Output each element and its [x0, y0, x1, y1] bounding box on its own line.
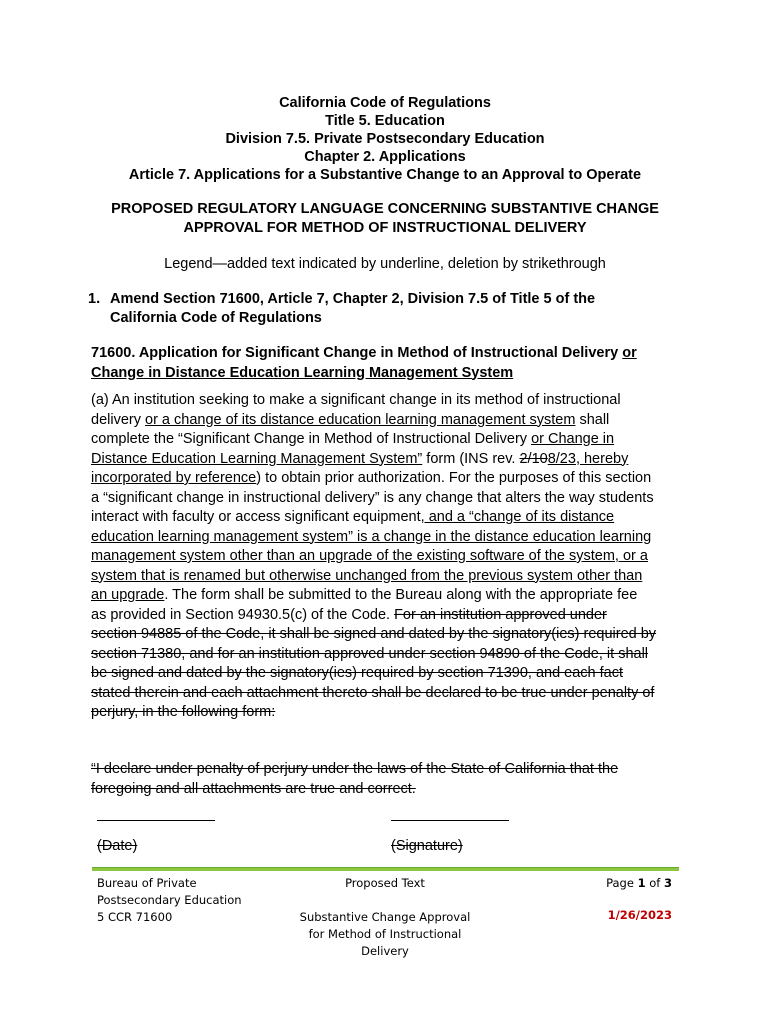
body-text: shall [575, 411, 610, 428]
footer-date: 1/26/2023 [607, 908, 672, 922]
body-text: . The form shall be submitted to the Bureau along with the appropriate fee [164, 587, 638, 603]
page-total: 3 [663, 876, 672, 890]
footer-citation: 5 CCR 71600 [97, 910, 173, 924]
body-line [91, 586, 691, 606]
page-number [560, 875, 672, 892]
page-word: Page [606, 876, 638, 890]
deleted-line: section 71380, and for an institution approved under section 94890 of the Code, it shall [91, 645, 649, 662]
footer-subject [280, 909, 490, 960]
added-text: or Change in [531, 431, 615, 447]
declaration-line-2: foregoing and all attachments are true and correct. [91, 780, 416, 797]
signature-line [391, 820, 509, 821]
body-text: form (INS rev. [422, 450, 520, 467]
header-code-title: California Code of Regulations [279, 95, 491, 111]
section-title-added-or: or [622, 345, 637, 361]
added-line: system that is renamed but otherwise unchanged from the previous system other than [91, 567, 643, 584]
footer-subject-line-3: Delivery [361, 944, 409, 958]
added-line: education learning management system” is a change in the distance education learning [91, 528, 652, 545]
amend-number: 1. [88, 291, 101, 307]
footer-proposed-text: Proposed Text [345, 876, 425, 890]
footer-divider [92, 867, 679, 871]
header-article: Article 7. Applications for a Substantive Change to an Approval to Operate [128, 167, 642, 183]
footer-subject-line-1: Substantive Change Approval [299, 910, 471, 924]
body-line [91, 469, 691, 489]
amend-line-1: Amend Section 71600, Article 7, Chapter 2, Division 7.5 of Title 5 of the [110, 291, 596, 307]
header-chapter: Chapter 2. Applications [304, 149, 466, 165]
footer-subject-line-2: for Method of Instructional [308, 927, 462, 941]
body-text: complete the “Significant Change in Method of Instructional Delivery [91, 431, 532, 447]
document-header [40, 94, 730, 184]
body-line [91, 606, 691, 626]
body-line [91, 508, 691, 528]
added-text: incorporated by reference [91, 470, 257, 486]
date-line [97, 820, 215, 821]
proposed-line-1: PROPOSED REGULATORY LANGUAGE CONCERNING SUBSTANTIVE CHANGE [111, 201, 659, 217]
declaration-line-1: “I declare under penalty of perjury under the laws of the State of California that the [91, 761, 619, 777]
body-line: (a) An institution seeking to make a significant change in its method of instructional [91, 392, 621, 408]
declaration [91, 760, 691, 799]
body-text: delivery [91, 411, 145, 428]
page-current: 1 [637, 876, 646, 890]
body-line [91, 450, 691, 470]
footer-bureau-line-2: Postsecondary Education [97, 893, 242, 907]
body-text: as provided in Section 94930.5(c) of the Code. [91, 606, 395, 623]
header-title: Title 5. Education [325, 113, 445, 129]
body-line [91, 411, 691, 431]
section-title-added-text: Change in Distance Education Learning Management System [91, 364, 514, 381]
body-line: a “significant change in instructional delivery” is any change that alters the way students [91, 489, 654, 506]
amend-instruction [88, 290, 690, 328]
added-line: management system other than an upgrade of the existing software of the system, or a [91, 548, 648, 564]
proposed-heading [40, 200, 730, 238]
deleted-text: For an institution approved under [394, 606, 607, 623]
amend-line-2: California Code of Regulations [110, 310, 322, 326]
deleted-text: 2/10 [519, 450, 548, 467]
section-title [91, 344, 691, 383]
proposed-line-2: APPROVAL FOR METHOD OF INSTRUCTIONAL DELIVERY [183, 220, 587, 236]
header-division: Division 7.5. Private Postsecondary Education [225, 131, 545, 147]
section-title-text: 71600. Application for Significant Change in Method of Instructional Delivery [91, 345, 623, 361]
legend-text: Legend—added text indicated by underline, deletion by strikethrough [164, 256, 606, 272]
deleted-line: stated therein and each attachment thereto shall be declared to be true under penalty of [91, 684, 655, 701]
body-text: ) to obtain prior authorization. For the purposes of this section [256, 470, 652, 486]
added-text: an upgrade [91, 587, 165, 603]
date-label: (Date) [97, 838, 138, 854]
deleted-line: section 94885 of the Code, it shall be signed and dated by the signatory(ies) required by [91, 626, 657, 642]
signature-label: (Signature) [391, 838, 463, 854]
body-line [91, 430, 691, 450]
section-body [91, 391, 691, 723]
body-text: interact with faculty or access significant equipment [91, 509, 421, 525]
added-text: Distance Education Learning Management System” [91, 450, 423, 467]
added-text: , and a “change of its distance [420, 509, 615, 525]
added-text: or a change of its distance education learning management system [145, 411, 576, 428]
footer-bureau-line-1: Bureau of Private [97, 876, 197, 890]
added-text: 8/23, hereby [547, 450, 629, 467]
page-of: of [645, 876, 664, 890]
deleted-line: be signed and dated by the signatory(ies) required by section 71390, and each fact [91, 665, 624, 681]
deleted-line: perjury, in the following form: [91, 704, 276, 720]
footer-left [97, 875, 297, 926]
